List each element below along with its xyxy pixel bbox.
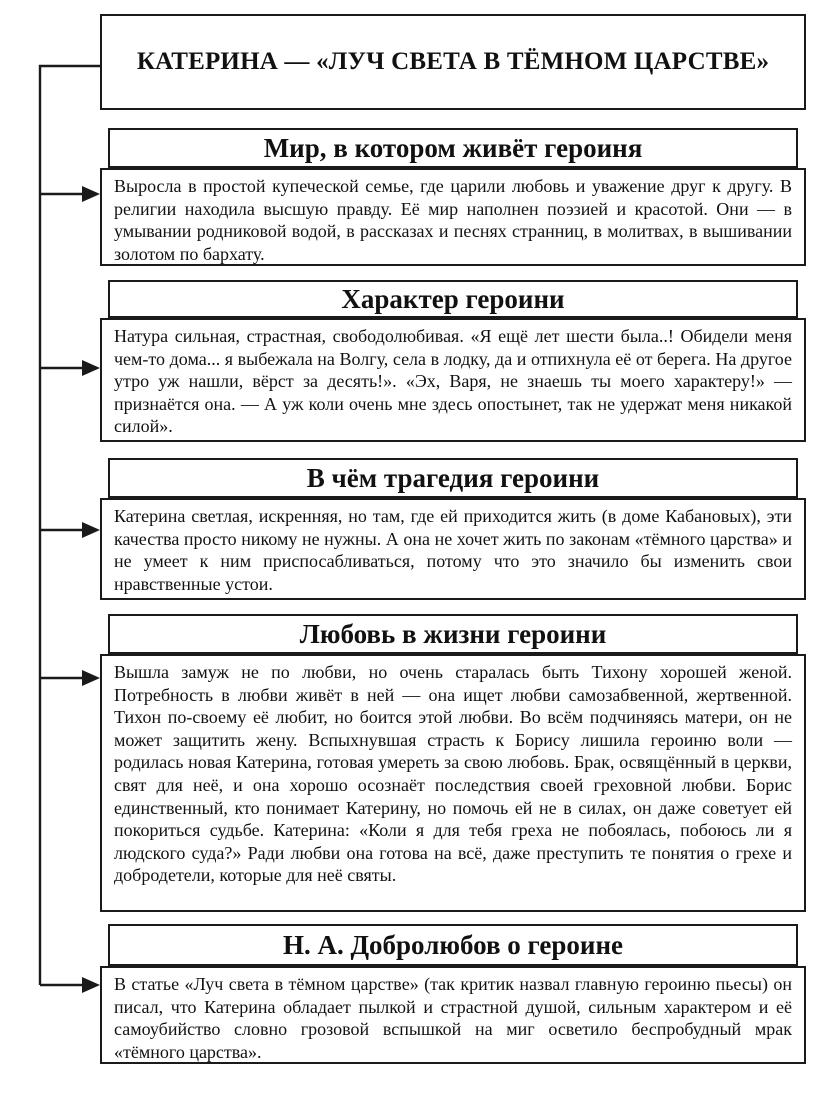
section-character	[100, 280, 806, 442]
section-text: Натура сильная, страстная, свободолюбивая. «Я ещё лет шести была..! Обидели меня чем-то дома... я выбежала на Волгу, села в лодку, да и отпихнула её от берега. На другое утро уж нашли, вёрст за десять!». «Эх, Варя, не знаешь ты моего характеру!» — признаётся она. — А уж коли очень мне здесь опостынет, так не удержат меня никакой силой».	[100, 318, 806, 442]
page-title: КАТЕРИНА — «ЛУЧ СВЕТА В ТЁМНОМ ЦАРСТВЕ»	[136, 48, 770, 75]
section-heading: Н. А. Добролюбов о героине	[108, 924, 798, 966]
section-dobrolyubov	[100, 924, 806, 1064]
section-heading: В чём трагедия героини	[108, 458, 798, 498]
section-heading: Мир, в котором живёт героиня	[108, 128, 798, 168]
section-text: Выросла в простой купеческой семье, где царили любовь и уважение друг к другу. В религии находила высшую правду. Её мир наполнен поэзией и красотой. Они — в умывании родниковой водой, в рассказах и песнях странниц, в молитвах, в вышивании золотом по бархату.	[100, 168, 806, 266]
section-tragedy	[100, 458, 806, 600]
title-box	[100, 14, 806, 110]
arrow-to-world	[40, 186, 100, 202]
section-text: Катерина светлая, искренняя, но там, где ей приходится жить (в доме Кабановых), эти качества просто никому не нужны. А она не хочет жить по законам «тёмного царства» и не умеет к ним приспосабливаться, потому что это значило бы изменить свои нравственные устои.	[100, 498, 806, 600]
section-text: В статье «Луч света в тёмном царстве» (так критик назвал главную героиню пьесы) он писал, что Катерина обладает пылкой и страстной душой, сильным характером и её самоубийство словно грозовой вспышкой на миг осветило беспробудный мрак «тёмного царства».	[100, 966, 806, 1064]
arrow-to-love	[40, 670, 100, 686]
section-heading: Любовь в жизни героини	[108, 614, 798, 654]
section-text: Вышла замуж не по любви, но очень старалась быть Тихону хорошей женой. Потребность в любви живёт в ней — она ищет любви самозабвенной, жертвенной. Тихон по-своему её любит, но боится этой любви. Во всём подчиняясь матери, он не может защитить жену. Вспыхнувшая страсть к Борису лишила героиню воли — родилась новая Катерина, готовая умереть за свою любовь. Брак, освящённый в церкви, свят для неё, и она хорошо осознаёт последствия своей греховной любви. Борис единственный, кто понимает Катерину, но помочь ей не в силах, он даже советует ей покориться судьбе. Катерина: «Коли я для тебя греха не побоялась, побоюсь ли я людского суда?» Ради любви она готова на всё, даже преступить те понятия о грехе и добродетели, которые для неё святы.	[100, 654, 806, 912]
section-heading: Характер героини	[108, 280, 798, 318]
arrow-to-tragedy	[40, 522, 100, 538]
trunk-line	[40, 66, 100, 985]
section-love	[100, 614, 806, 912]
section-world	[100, 128, 806, 266]
arrow-to-character	[40, 360, 100, 376]
arrow-to-dobrolyubov	[40, 977, 100, 993]
